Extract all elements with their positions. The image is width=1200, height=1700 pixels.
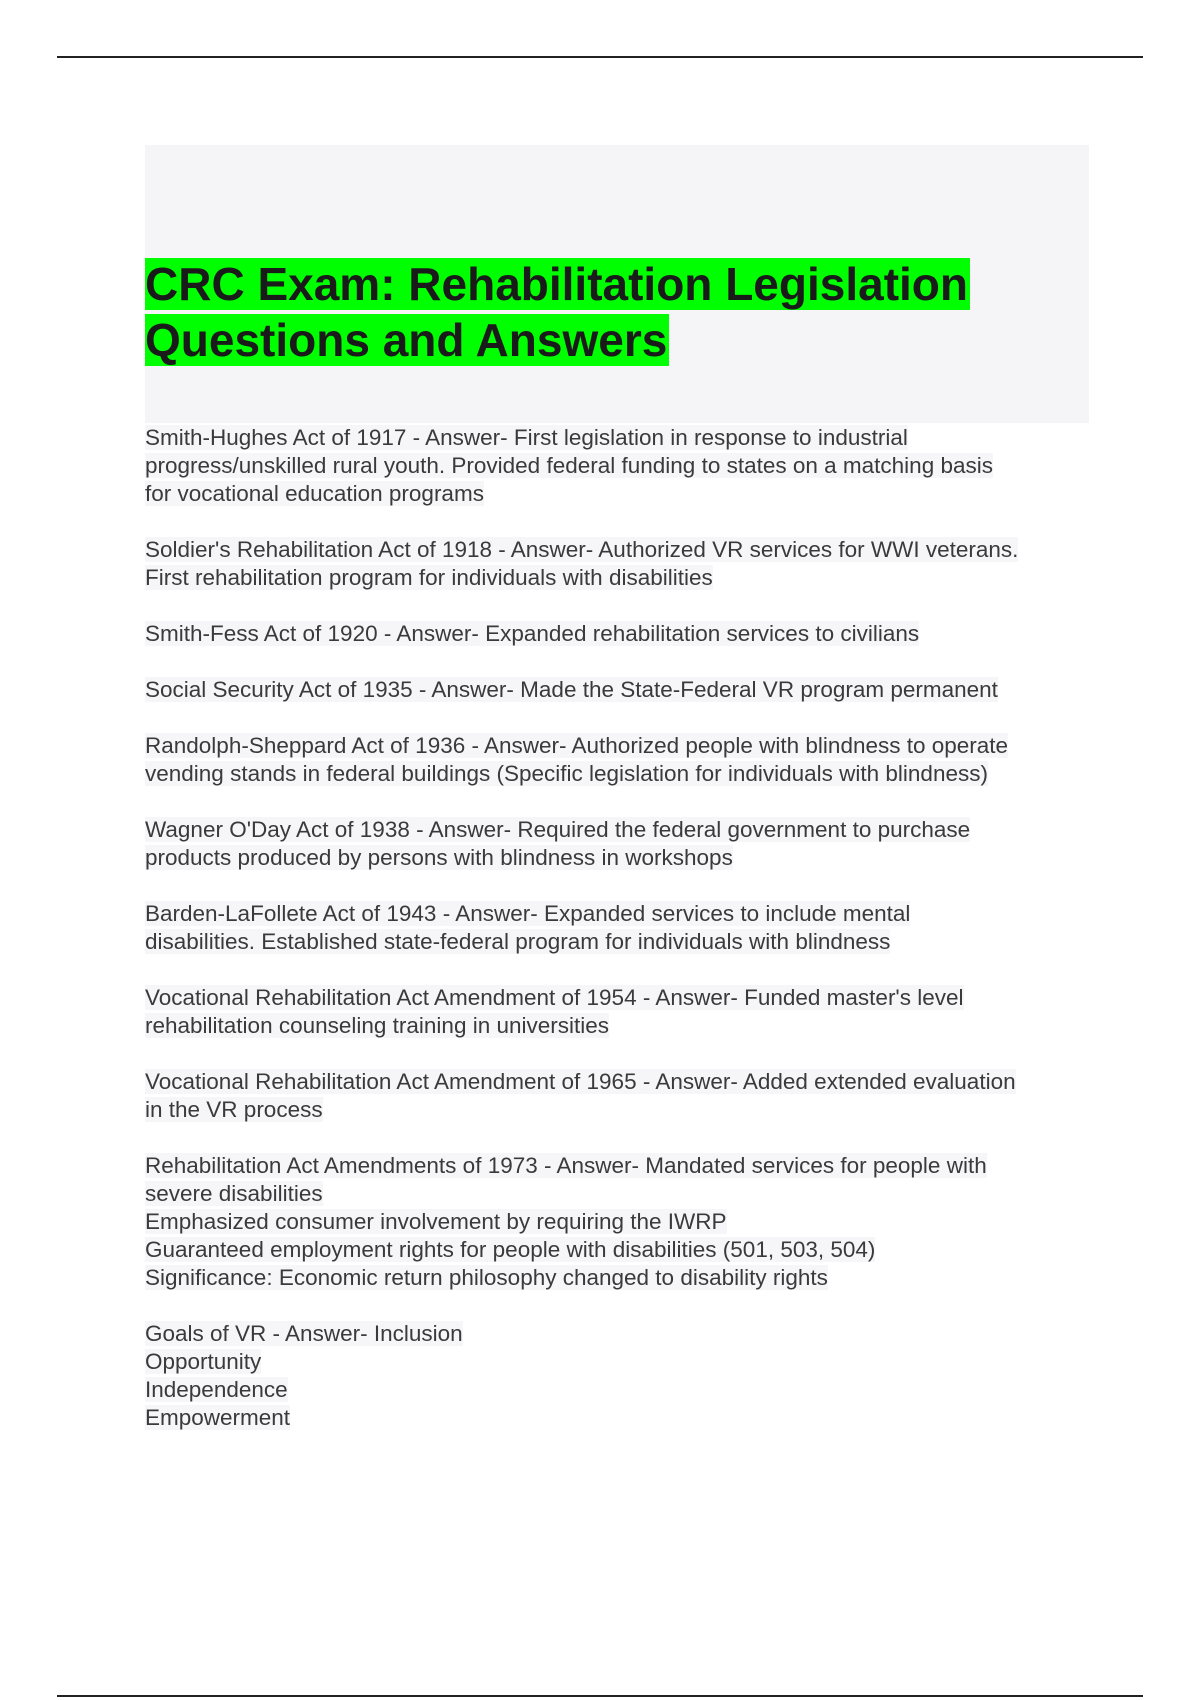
qa-item — [145, 816, 1095, 872]
qa-line-text: severe disabilities — [145, 1181, 323, 1206]
qa-item — [145, 424, 1095, 508]
qa-line-text: vending stands in federal buildings (Specific legislation for individuals with blindness) — [145, 761, 988, 786]
qa-line — [145, 452, 1095, 480]
qa-line-text: Opportunity — [145, 1349, 262, 1374]
qa-line — [145, 620, 1095, 648]
bottom-rule — [57, 1695, 1143, 1697]
qa-line — [145, 536, 1095, 564]
qa-item — [145, 1152, 1095, 1292]
qa-line-text: rehabilitation counseling training in universities — [145, 1013, 610, 1038]
document-title — [145, 256, 970, 368]
qa-line-text: Rehabilitation Act Amendments of 1973 - Answer- Mandated services for people with — [145, 1153, 987, 1178]
qa-line-text: progress/unskilled rural youth. Provided federal funding to states on a matching basis — [145, 453, 993, 478]
qa-line-text: Guaranteed employment rights for people with disabilities (501, 503, 504) — [145, 1237, 876, 1262]
qa-line — [145, 1152, 1095, 1180]
qa-line — [145, 480, 1095, 508]
qa-line — [145, 1320, 1095, 1348]
qa-line-text: for vocational education programs — [145, 481, 484, 506]
title-line-1: CRC Exam: Rehabilitation Legislation — [145, 258, 968, 310]
qa-line-text: Goals of VR - Answer- Inclusion — [145, 1321, 463, 1346]
qa-line-text: Vocational Rehabilitation Act Amendment of 1965 - Answer- Added extended evaluation — [145, 1069, 1016, 1094]
qa-line — [145, 1264, 1095, 1292]
qa-line — [145, 760, 1095, 788]
qa-line — [145, 816, 1095, 844]
qa-line-text: Independence — [145, 1377, 288, 1402]
qa-line — [145, 928, 1095, 956]
qa-line — [145, 900, 1095, 928]
qa-item — [145, 900, 1095, 956]
qa-line-text: Soldier's Rehabilitation Act of 1918 - Answer- Authorized VR services for WWI veterans. — [145, 537, 1019, 562]
qa-line — [145, 844, 1095, 872]
qa-line-text: disabilities. Established state-federal program for individuals with blindness — [145, 929, 891, 954]
qa-line — [145, 1376, 1095, 1404]
qa-line — [145, 1348, 1095, 1376]
qa-line-text: Smith-Fess Act of 1920 - Answer- Expanded rehabilitation services to civilians — [145, 621, 920, 646]
qa-line-text: Empowerment — [145, 1405, 291, 1430]
qa-line-text: Vocational Rehabilitation Act Amendment of 1954 - Answer- Funded master's level — [145, 985, 964, 1010]
top-rule — [57, 56, 1143, 58]
qa-list — [145, 424, 1095, 1460]
qa-line — [145, 564, 1095, 592]
qa-item — [145, 984, 1095, 1040]
qa-item — [145, 676, 1095, 704]
qa-line-text: Significance: Economic return philosophy changed to disability rights — [145, 1265, 828, 1290]
qa-line — [145, 1404, 1095, 1432]
qa-line-text: Emphasized consumer involvement by requiring the IWRP — [145, 1209, 727, 1234]
qa-line — [145, 1180, 1095, 1208]
qa-item — [145, 536, 1095, 592]
qa-line — [145, 732, 1095, 760]
qa-item — [145, 732, 1095, 788]
qa-line-text: Social Security Act of 1935 - Answer- Made the State-Federal VR program permanent — [145, 677, 998, 702]
qa-line — [145, 676, 1095, 704]
title-line-2: Questions and Answers — [145, 314, 668, 366]
qa-line-text: Wagner O'Day Act of 1938 - Answer- Required the federal government to purchase — [145, 817, 971, 842]
qa-item — [145, 1068, 1095, 1124]
qa-line — [145, 424, 1095, 452]
qa-line — [145, 1236, 1095, 1264]
qa-line — [145, 1068, 1095, 1096]
qa-line-text: in the VR process — [145, 1097, 323, 1122]
qa-item — [145, 1320, 1095, 1432]
qa-line — [145, 984, 1095, 1012]
qa-line-text: Randolph-Sheppard Act of 1936 - Answer- Authorized people with blindness to operate — [145, 733, 1009, 758]
qa-line-text: products produced by persons with blindness in workshops — [145, 845, 733, 870]
qa-line — [145, 1208, 1095, 1236]
qa-line-text: Barden-LaFollete Act of 1943 - Answer- Expanded services to include mental — [145, 901, 911, 926]
qa-line — [145, 1012, 1095, 1040]
qa-line — [145, 1096, 1095, 1124]
qa-line-text: First rehabilitation program for individuals with disabilities — [145, 565, 713, 590]
qa-item — [145, 620, 1095, 648]
qa-line-text: Smith-Hughes Act of 1917 - Answer- First legislation in response to industrial — [145, 425, 908, 450]
